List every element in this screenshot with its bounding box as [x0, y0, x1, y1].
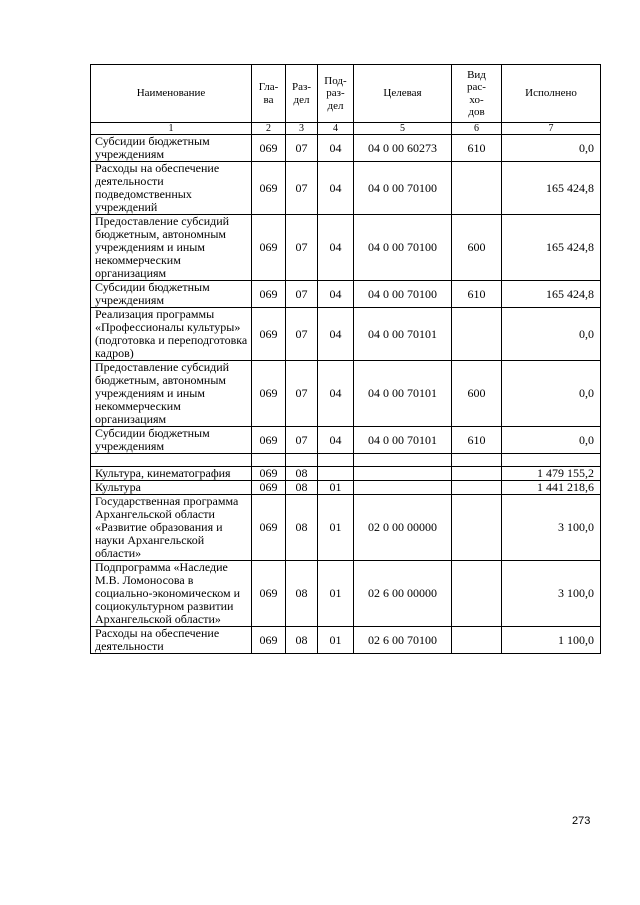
row-podrazdel: 01	[318, 627, 354, 654]
row-celevaya: 04 0 00 60273	[354, 135, 452, 162]
row-celevaya	[354, 467, 452, 481]
table-row	[91, 162, 601, 215]
row-ispolneno: 165 424,8	[502, 162, 601, 215]
page-number: 273	[572, 815, 591, 827]
row-vid: 600	[452, 215, 502, 281]
table-row	[91, 308, 601, 361]
row-vid: 610	[452, 135, 502, 162]
column-number: 6	[452, 123, 502, 135]
row-vid	[452, 454, 502, 467]
table-row	[91, 627, 601, 654]
row-glava	[252, 454, 286, 467]
row-celevaya: 04 0 00 70101	[354, 361, 452, 427]
row-ispolneno: 165 424,8	[502, 281, 601, 308]
row-podrazdel	[318, 467, 354, 481]
row-ispolneno: 3 100,0	[502, 561, 601, 627]
row-razdel: 08	[286, 481, 318, 495]
row-ispolneno: 0,0	[502, 308, 601, 361]
row-podrazdel: 04	[318, 215, 354, 281]
table-row	[91, 281, 601, 308]
row-glava: 069	[252, 561, 286, 627]
row-vid: 610	[452, 281, 502, 308]
row-vid	[452, 467, 502, 481]
row-vid	[452, 481, 502, 495]
row-vid	[452, 627, 502, 654]
row-ispolneno: 1 100,0	[502, 627, 601, 654]
header-vid: Вид рас- хо- дов	[452, 65, 502, 123]
row-vid	[452, 308, 502, 361]
row-celevaya: 04 0 00 70101	[354, 427, 452, 454]
header-ispolneno: Исполнено	[502, 65, 601, 123]
row-vid	[452, 162, 502, 215]
row-razdel: 08	[286, 467, 318, 481]
row-celevaya	[354, 481, 452, 495]
row-ispolneno	[502, 454, 601, 467]
row-razdel: 07	[286, 361, 318, 427]
header-podrazdel: Под- раз- дел	[318, 65, 354, 123]
table-row	[91, 135, 601, 162]
header-razdel: Раз- дел	[286, 65, 318, 123]
row-vid: 610	[452, 427, 502, 454]
row-ispolneno: 165 424,8	[502, 215, 601, 281]
row-razdel: 07	[286, 308, 318, 361]
table-row	[91, 215, 601, 281]
row-celevaya: 02 0 00 00000	[354, 495, 452, 561]
row-ispolneno: 1 479 155,2	[502, 467, 601, 481]
row-name: Предоставление субсидий бюджетным, автономным учреждениям и иным некоммерческим организациям	[91, 215, 252, 281]
row-ispolneno: 0,0	[502, 361, 601, 427]
table-row	[91, 361, 601, 427]
column-number: 1	[91, 123, 252, 135]
header-celevaya: Целевая	[354, 65, 452, 123]
row-glava: 069	[252, 627, 286, 654]
row-podrazdel	[318, 454, 354, 467]
header-glava: Гла- ва	[252, 65, 286, 123]
row-glava: 069	[252, 361, 286, 427]
row-celevaya: 02 6 00 00000	[354, 561, 452, 627]
row-podrazdel: 04	[318, 162, 354, 215]
column-number: 5	[354, 123, 452, 135]
row-celevaya: 04 0 00 70100	[354, 215, 452, 281]
row-razdel: 08	[286, 627, 318, 654]
row-razdel	[286, 454, 318, 467]
row-podrazdel: 04	[318, 361, 354, 427]
budget-table	[90, 64, 601, 654]
row-name: Культура, кинематография	[91, 467, 252, 481]
row-podrazdel: 01	[318, 561, 354, 627]
row-razdel: 07	[286, 135, 318, 162]
row-razdel: 07	[286, 281, 318, 308]
row-razdel: 07	[286, 427, 318, 454]
row-name: Субсидии бюджетным учреждениям	[91, 135, 252, 162]
row-name: Государственная программа Архангельской области «Развитие образования и науки Архангельской области»	[91, 495, 252, 561]
row-podrazdel: 04	[318, 135, 354, 162]
row-ispolneno: 1 441 218,6	[502, 481, 601, 495]
row-name: Субсидии бюджетным учреждениям	[91, 427, 252, 454]
row-name: Расходы на обеспечение деятельности подведомственных учреждений	[91, 162, 252, 215]
row-glava: 069	[252, 162, 286, 215]
row-ispolneno: 3 100,0	[502, 495, 601, 561]
column-number: 2	[252, 123, 286, 135]
row-celevaya: 02 6 00 70100	[354, 627, 452, 654]
row-celevaya: 04 0 00 70101	[354, 308, 452, 361]
row-celevaya: 04 0 00 70100	[354, 281, 452, 308]
column-number: 7	[502, 123, 601, 135]
row-podrazdel: 04	[318, 308, 354, 361]
row-ispolneno: 0,0	[502, 135, 601, 162]
table-row	[91, 427, 601, 454]
header-name: Наименование	[91, 65, 252, 123]
row-glava: 069	[252, 308, 286, 361]
table-row	[91, 467, 601, 481]
column-number: 3	[286, 123, 318, 135]
table-row-empty	[91, 454, 601, 467]
row-celevaya: 04 0 00 70100	[354, 162, 452, 215]
row-glava: 069	[252, 495, 286, 561]
row-razdel: 08	[286, 495, 318, 561]
row-razdel: 07	[286, 162, 318, 215]
row-glava: 069	[252, 427, 286, 454]
header-row	[91, 65, 601, 123]
row-name: Реализация программы «Профессионалы культуры» (подготовка и переподготовка кадров)	[91, 308, 252, 361]
row-glava: 069	[252, 481, 286, 495]
column-number: 4	[318, 123, 354, 135]
table-row	[91, 495, 601, 561]
row-glava: 069	[252, 281, 286, 308]
row-podrazdel: 04	[318, 281, 354, 308]
row-razdel: 08	[286, 561, 318, 627]
row-name: Предоставление субсидий бюджетным, автономным учреждениям и иным некоммерческим организациям	[91, 361, 252, 427]
row-vid: 600	[452, 361, 502, 427]
row-podrazdel: 01	[318, 481, 354, 495]
row-razdel: 07	[286, 215, 318, 281]
row-celevaya	[354, 454, 452, 467]
row-name: Субсидии бюджетным учреждениям	[91, 281, 252, 308]
row-podrazdel: 04	[318, 427, 354, 454]
row-ispolneno: 0,0	[502, 427, 601, 454]
row-glava: 069	[252, 467, 286, 481]
table-row	[91, 481, 601, 495]
table-row	[91, 561, 601, 627]
row-vid	[452, 495, 502, 561]
row-glava: 069	[252, 215, 286, 281]
row-podrazdel: 01	[318, 495, 354, 561]
row-name: Расходы на обеспечение деятельности	[91, 627, 252, 654]
row-name: Культура	[91, 481, 252, 495]
column-number-row	[91, 123, 601, 135]
row-vid	[452, 561, 502, 627]
row-name	[91, 454, 252, 467]
row-glava: 069	[252, 135, 286, 162]
row-name: Подпрограмма «Наследие М.В. Ломоносова в социально-экономическом и социокультурном развитии Архангельской области»	[91, 561, 252, 627]
